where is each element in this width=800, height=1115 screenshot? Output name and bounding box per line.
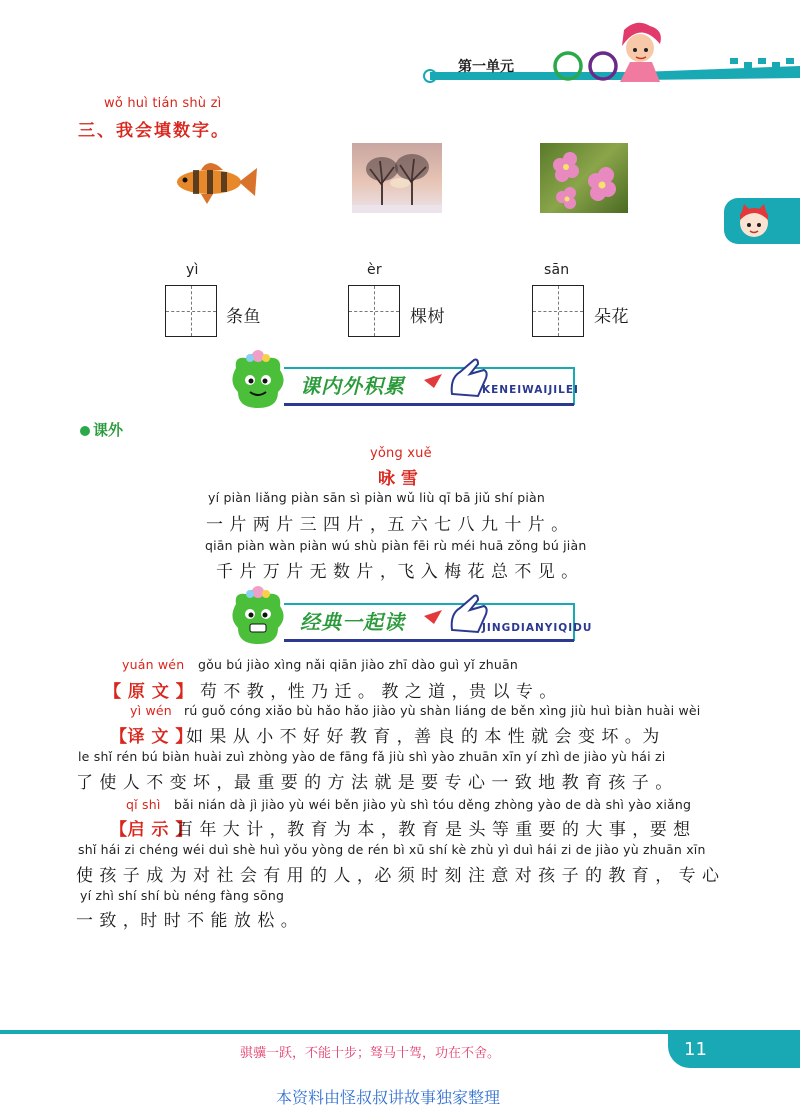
qishi-pinyin: yí zhì shí shí bù néng fàng sōng <box>80 888 285 903</box>
banner-title: 经典一起读 <box>300 610 405 634</box>
flowers-picture <box>540 143 628 213</box>
section3-pinyin: wǒ huì tián shù zì <box>104 96 222 111</box>
yiwen-pinyin: rú guǒ cóng xiǎo bù hǎo hǎo jiào yù shàn liáng de běn xìng jiù huì biàn huài wèi <box>184 703 701 718</box>
tree-icon <box>352 143 442 213</box>
poem-line-text: 千 片 万 片 无 数 片 ，飞 入 梅 花 总 不 见 。 <box>216 562 579 582</box>
qishi-pinyin: shǐ hái zi chéng wéi duì shè huì yǒu yòng de rén bì xū shí kè zhù yì duì hái zi de jiào yù zhuān xīn <box>78 842 706 857</box>
unit-title: 第一单元 <box>458 59 514 75</box>
qishi-text: 百 年 大 计 ，教 育 为 本 ，教 育 是 头 等 重 要 的 大 事 ，要 想 <box>176 820 691 840</box>
yiwen-text: 如 果 从 小 不 好 好 教 育 ，善 良 的 本 性 就 会 变 坏 。为 <box>186 727 660 747</box>
item-suffix: 朵花 <box>594 307 629 327</box>
poem-title-pinyin: yǒng xuě <box>370 446 432 461</box>
flower-icon <box>540 143 628 213</box>
qishi-label-pinyin: qǐ shì <box>126 797 161 812</box>
fish-picture <box>165 146 261 214</box>
qishi-text: 一 致 ，时 时 不 能 放 松 。 <box>76 911 299 931</box>
bullet-dot <box>80 426 90 436</box>
qishi-pinyin: bǎi nián dà jì jiào yù wéi běn jiào yù shì tóu děng zhòng yào de dà shì yào xiǎng <box>174 797 692 812</box>
green-mascot-icon <box>232 350 283 408</box>
poem-title: 咏 雪 <box>378 469 418 489</box>
poem-line-pinyin: qiān piàn wàn piàn wú shù piàn fēi rù méi huā zǒng bú jiàn <box>205 538 587 553</box>
cartoon-cat-icon <box>732 198 778 244</box>
yuanwen-label: 【 原 文 】 <box>104 682 194 702</box>
yiwen-pinyin: le shǐ rén bú biàn huài zuì zhòng yào de fāng fǎ jiù shì yào zhuān xīn yí zhì de jiào yù hái zi <box>78 749 666 764</box>
banner-subtitle: JINGDIANYIQIDU <box>482 622 593 634</box>
green-mascot-icon <box>232 586 283 644</box>
yuanwen-pinyin: gǒu bú jiào xìng nǎi qiān jiào zhī dào guì yǐ zhuān <box>198 657 518 672</box>
poem-line-pinyin: yí piàn liǎng piàn sān sì piàn wǔ liù qī bā jiǔ shí piàn <box>208 490 546 505</box>
yiwen-text: 了 使 人 不 变 坏 ，最 重 要 的 方 法 就 是 要 专 心 一 致 地 教 育 孩 子 。 <box>76 773 673 793</box>
section3-title: 三、我会填数字。 <box>78 121 230 141</box>
item-pinyin: sān <box>544 262 570 278</box>
yiwen-label-pinyin: yì wén <box>130 703 172 718</box>
item-pinyin: èr <box>367 262 382 278</box>
pointing-hand-icon <box>424 360 487 397</box>
banner-classic <box>228 584 593 648</box>
item-suffix: 条鱼 <box>226 307 261 327</box>
qishi-text: 使 孩 子 成 为 对 社 会 有 用 的 人 ，必 须 时 刻 注 意 对 孩 子 的 教 育 ， 专 心 <box>76 866 720 886</box>
qishi-label: 【启 示 】 <box>110 820 193 840</box>
footer-motto: 骐骥一跃，不能十步；驽马十驾，功在不舍。 <box>240 1046 501 1061</box>
yiwen-label: 【译 文 】 <box>110 727 193 747</box>
pointing-hand-icon <box>424 596 487 633</box>
poem-line-text: 一 片 两 片 三 四 片 ，五 六 七 八 九 十 片 。 <box>206 515 569 535</box>
fish-icon <box>165 146 261 214</box>
answer-box-flower[interactable] <box>532 285 584 337</box>
yuanwen-label-pinyin: yuán wén <box>122 657 185 672</box>
credit-text: 本资料由怪叔叔讲故事独家整理 <box>276 1088 501 1107</box>
header-decoration <box>0 0 800 100</box>
header-bar <box>0 0 800 100</box>
page-number-tab <box>668 1034 800 1068</box>
item-suffix: 棵树 <box>410 307 445 327</box>
cartoon-girl-icon <box>620 23 661 82</box>
answer-box-fish[interactable] <box>165 285 217 337</box>
answer-box-tree[interactable] <box>348 285 400 337</box>
trees-picture <box>352 143 442 213</box>
extra-label: 课外 <box>93 421 124 439</box>
banner-title: 课内外积累 <box>300 374 405 398</box>
side-tab <box>724 198 800 244</box>
yuanwen-text: 苟 不 教 ，性 乃 迁 。 教 之 道 ，贵 以 专 。 <box>200 682 557 702</box>
page-number: 11 <box>684 1039 707 1060</box>
item-pinyin: yì <box>186 262 199 278</box>
banner-accumulate <box>228 348 578 412</box>
banner-subtitle: KENEIWAIJILEI <box>482 384 579 396</box>
